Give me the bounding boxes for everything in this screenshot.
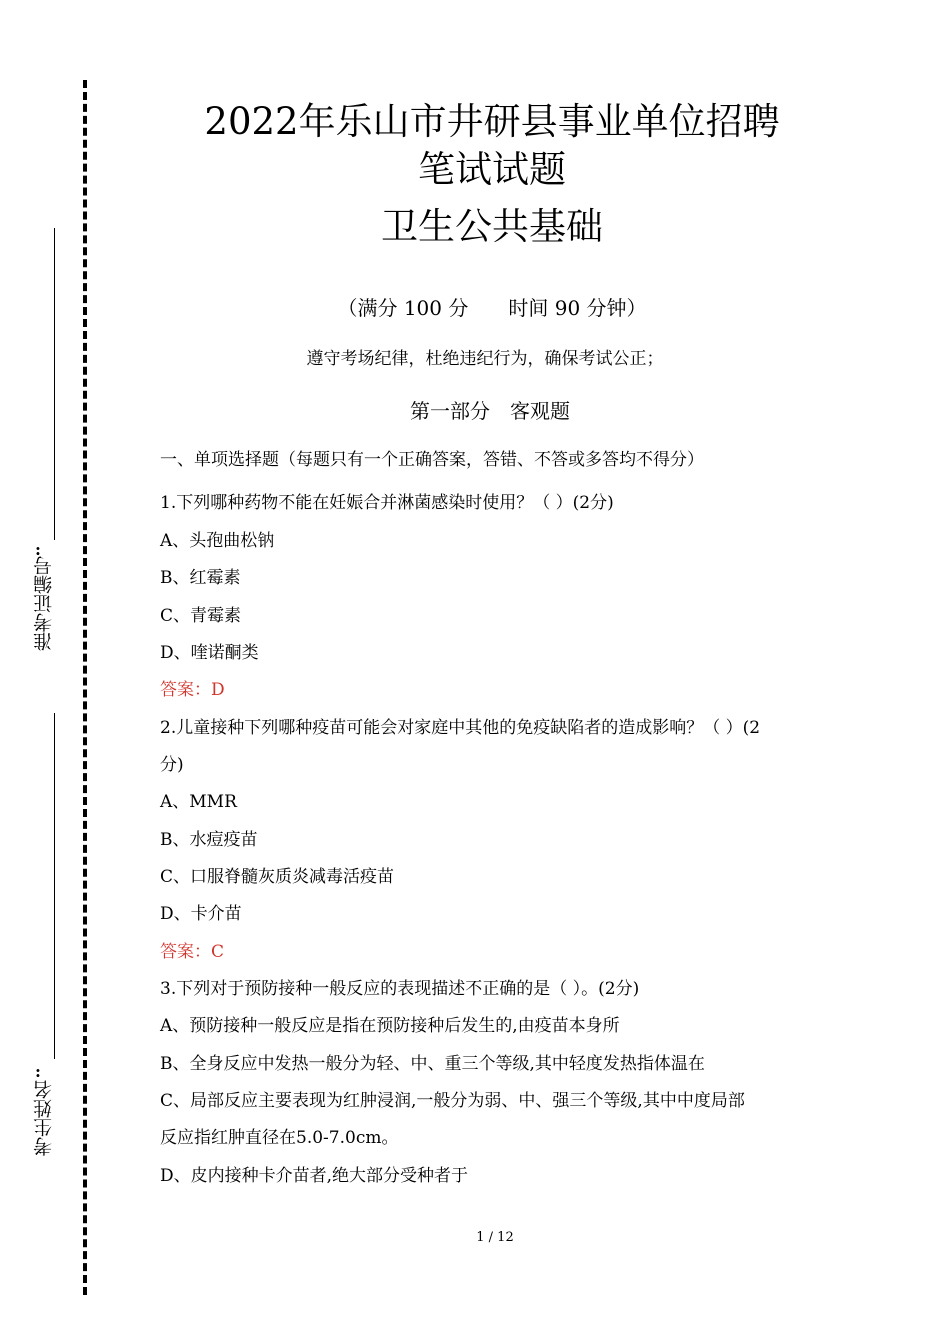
exam-id-underline [54, 228, 55, 540]
exam-id-colon: : [35, 540, 41, 559]
question-2-option-b: B、水痘疫苗 [160, 830, 258, 850]
exam-rule: 遵守考场纪律，杜绝违纪行为，确保考试公正； [306, 349, 664, 369]
question-1-stem: 1.下列哪种药物不能在妊娠合并淋菌感染时使用？（ ）(2分) [160, 493, 614, 513]
question-2-option-c: C、口服脊髓灰质炎减毒活疫苗 [160, 867, 395, 887]
name-colon: : [35, 1062, 41, 1081]
section-title: 一、单项选择题（每题只有一个正确答案，答错、不答或多答均不得分） [160, 450, 704, 470]
binding-dashed-line [83, 80, 87, 1295]
question-1-option-a: A、头孢曲松钠 [160, 531, 275, 551]
question-1-answer: 答案：D [160, 680, 225, 700]
question-2-answer: 答案：C [160, 942, 225, 962]
title-line1: 2022年乐山市井研县事业单位招聘 [204, 100, 780, 143]
page-number: 1 / 12 [476, 1230, 514, 1245]
title-line3: 卫生公共基础 [381, 205, 603, 248]
question-1-option-d: D、喹诺酮类 [160, 643, 259, 663]
question-2-option-d: D、卡介苗 [160, 904, 242, 924]
exam-id-label: 准考证编号 [33, 556, 55, 651]
question-3-option-d: D、皮内接种卡介苗者,绝大部分受种者于 [160, 1166, 469, 1186]
question-1-option-c: C、青霉素 [160, 606, 242, 626]
part-title: 第一部分 客观题 [410, 399, 570, 423]
name-label: 考生姓名 [33, 1080, 55, 1156]
question-3-option-c-cont: 反应指红肿直径在5.0-7.0cm。 [160, 1128, 399, 1148]
question-2-stem-line1: 2.儿童接种下列哪种疫苗可能会对家庭中其他的免疫缺陷者的造成影响？（ ）(2 [160, 718, 761, 738]
question-3-option-a: A、预防接种一般反应是指在预防接种后发生的,由疫苗本身所 [160, 1016, 620, 1036]
title-line2: 笔试试题 [418, 148, 566, 191]
question-3-option-c: C、局部反应主要表现为红肿浸润,一般分为弱、中、强三个等级,其中中度局部 [160, 1091, 745, 1111]
exam-meta: （满分 100 分 时间 90 分钟） [337, 296, 647, 320]
question-2-stem-line2: 分) [160, 755, 184, 775]
name-underline [54, 713, 55, 1059]
question-3-option-b: B、全身反应中发热一般分为轻、中、重三个等级,其中轻度发热指体温在 [160, 1054, 705, 1074]
question-1-option-b: B、红霉素 [160, 568, 241, 588]
question-3-stem: 3.下列对于预防接种一般反应的表现描述不正确的是（ ）。(2分) [160, 979, 640, 999]
question-2-option-a: A、MMR [160, 792, 237, 812]
